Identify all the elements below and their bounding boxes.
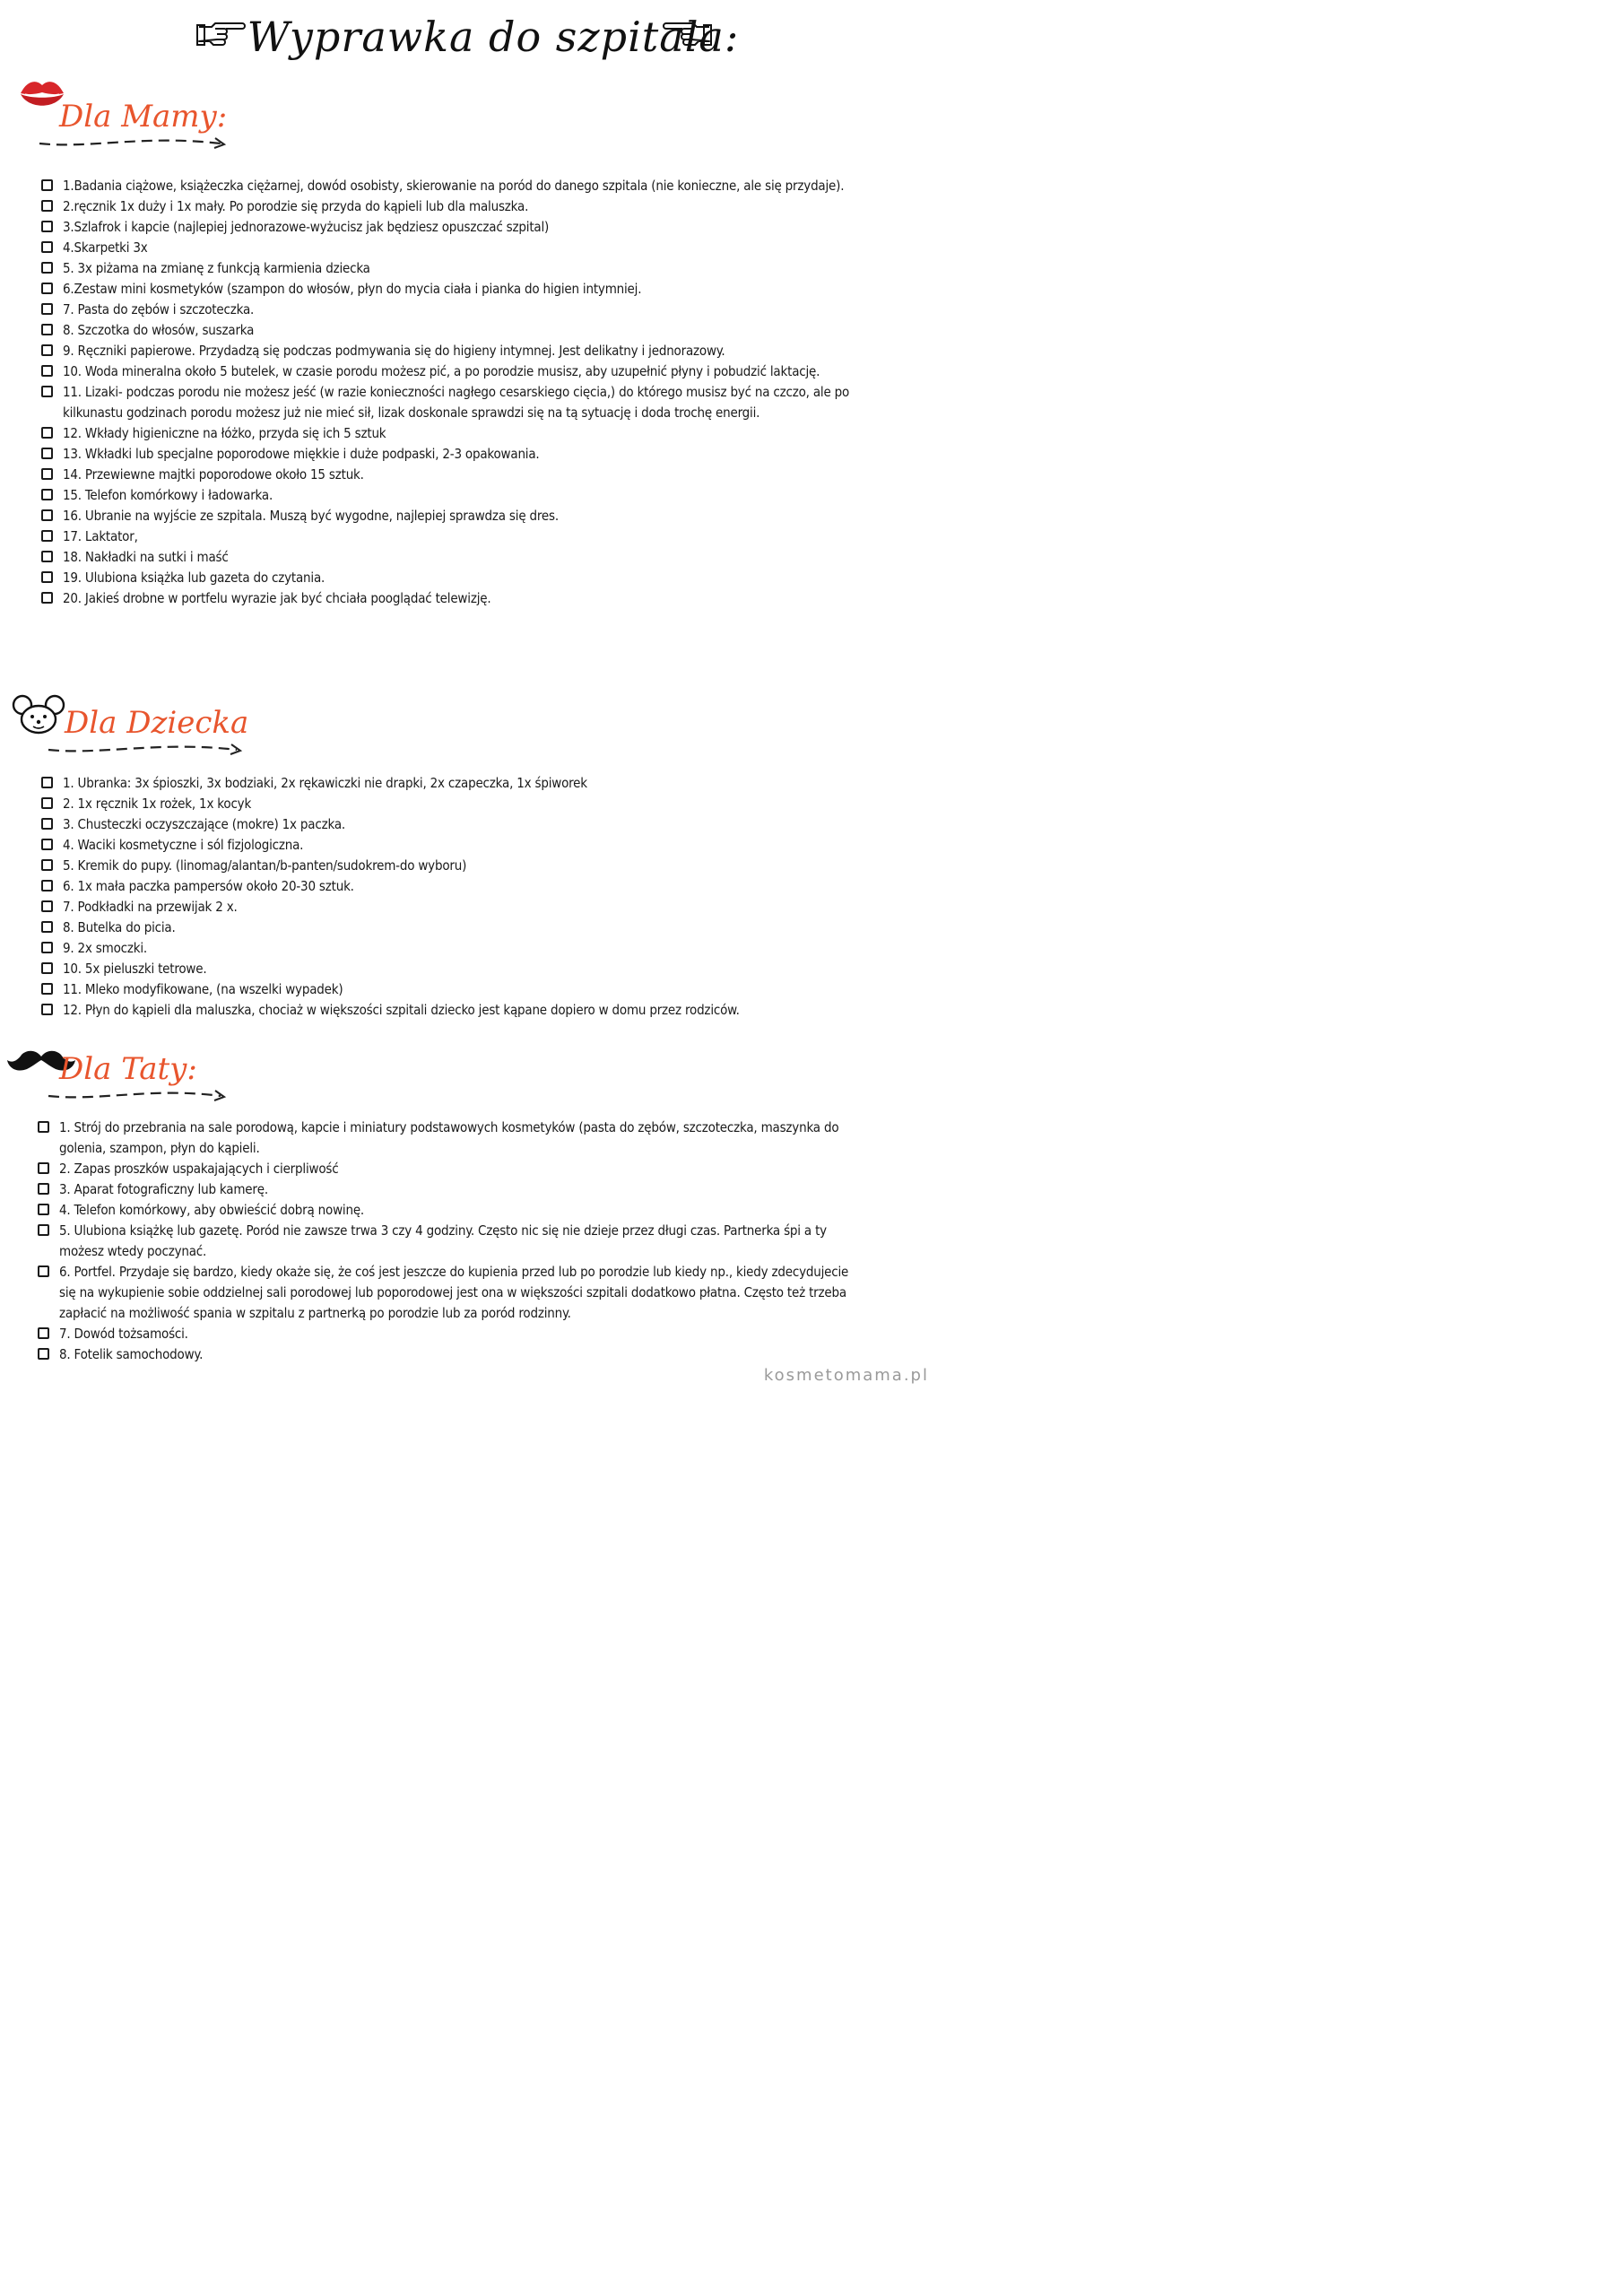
- checkbox[interactable]: [41, 324, 53, 335]
- list-item[interactable]: 19. Ulubiona książka lub gazeta do czytania.: [41, 568, 893, 588]
- checkbox[interactable]: [41, 1004, 53, 1015]
- mouse-icon: [11, 692, 66, 737]
- list-item[interactable]: 6.Zestaw mini kosmetyków (szampon do włosów, płyn do mycia ciała i pianka do higien intymniej.: [41, 279, 893, 300]
- list-item[interactable]: 15. Telefon komórkowy i ładowarka.: [41, 485, 893, 506]
- checkbox[interactable]: [41, 818, 53, 830]
- checkbox[interactable]: [41, 344, 53, 356]
- list-item[interactable]: 3. Aparat fotograficzny lub kamerę.: [38, 1179, 849, 1200]
- checkbox[interactable]: [41, 530, 53, 542]
- list-item[interactable]: 7. Podkładki na przewijak 2 x.: [41, 897, 893, 918]
- dashed-arrow-underline: [45, 1083, 233, 1103]
- checkbox[interactable]: [38, 1265, 49, 1277]
- list-item[interactable]: 2. Zapas proszków uspakajających i cierpliwość: [38, 1159, 849, 1179]
- list-item[interactable]: 3.Szlafrok i kapcie (najlepiej jednorazowe-wyżucisz jak będziesz opuszczać szpital): [41, 217, 893, 238]
- list-item[interactable]: 5. Ulubiona książkę lub gazetę. Poród nie zawsze trwa 3 czy 4 godziny. Często nic się nie dzieje przez długi czas. Partnerka śpi a ty możesz wtedy poczynać.: [38, 1221, 849, 1262]
- list-item[interactable]: 7. Dowód tożsamości.: [38, 1324, 849, 1344]
- checkbox[interactable]: [38, 1121, 49, 1133]
- list-item[interactable]: 14. Przewiewne majtki poporodowe około 15 sztuk.: [41, 465, 893, 485]
- list-item[interactable]: 16. Ubranie na wyjście ze szpitala. Muszą być wygodne, najlepiej sprawdza się dres.: [41, 506, 893, 526]
- list-item[interactable]: 1.Badania ciążowe, książeczka ciężarnej, dowód osobisty, skierowanie na poród do danego szpitala (nie konieczne, ale się przydaje).: [41, 176, 893, 196]
- list-item[interactable]: 4. Telefon komórkowy, aby obwieścić dobrą nowinę.: [38, 1200, 849, 1221]
- checkbox[interactable]: [41, 839, 53, 850]
- checklist-dad: [38, 1118, 849, 1365]
- page-title: Wyprawka do szpitala:: [247, 13, 740, 61]
- list-item[interactable]: 2.ręcznik 1x duży i 1x mały. Po porodzie się przyda do kąpieli lub dla maluszka.: [41, 196, 893, 217]
- checkbox[interactable]: [41, 859, 53, 871]
- list-item[interactable]: 3. Chusteczki oczyszczające (mokre) 1x paczka.: [41, 814, 893, 835]
- checkbox[interactable]: [41, 900, 53, 912]
- list-item[interactable]: 12. Wkłady higieniczne na łóżko, przyda się ich 5 sztuk: [41, 423, 893, 444]
- list-item[interactable]: 9. 2x smoczki.: [41, 938, 893, 959]
- section-heading-mom: Dla Mamy:: [59, 99, 228, 135]
- list-item[interactable]: 11. Lizaki- podczas porodu nie możesz jeść (w razie konieczności nagłego cesarskiego cięcia,) do którego musisz być na czczo, ale po kilkunastu godzinach porodu możesz już nie mieć sił, lizak doskonale sprawdzi się na tą sytuację i doda trochę energii.: [41, 382, 893, 423]
- list-item[interactable]: 1. Strój do przebrania na sale porodową, kapcie i miniatury podstawowych kosmetyków (pasta do zębów, szczoteczka, maszynka do golenia, szampon, płyn do kąpieli.: [38, 1118, 849, 1159]
- list-item[interactable]: 8. Fotelik samochodowy.: [38, 1344, 849, 1365]
- dashed-arrow-underline: [36, 131, 233, 151]
- checkbox[interactable]: [38, 1204, 49, 1215]
- checkbox[interactable]: [41, 179, 53, 191]
- footer-watermark: kosmetomama.pl: [763, 1366, 929, 1385]
- dashed-arrow-underline: [45, 737, 251, 757]
- checkbox[interactable]: [38, 1327, 49, 1339]
- list-item[interactable]: 8. Butelka do picia.: [41, 918, 893, 938]
- title-row: [0, 7, 986, 70]
- section-heading-dad: Dla Taty:: [59, 1051, 197, 1087]
- list-item[interactable]: 18. Nakładki na sutki i maść: [41, 547, 893, 568]
- pointing-hand-left-icon: [659, 14, 713, 50]
- checklist-mom: [41, 176, 893, 609]
- checkbox[interactable]: [41, 509, 53, 521]
- list-item[interactable]: 5. Kremik do pupy. (linomag/alantan/b-panten/sudokrem-do wyboru): [41, 856, 893, 876]
- list-item[interactable]: 11. Mleko modyfikowane, (na wszelki wypadek): [41, 979, 893, 1000]
- checkbox[interactable]: [41, 551, 53, 562]
- list-item[interactable]: 4.Skarpetki 3x: [41, 238, 893, 258]
- list-item[interactable]: 20. Jakieś drobne w portfelu wyrazie jak być chciała pooglądać telewizję.: [41, 588, 893, 609]
- list-item[interactable]: 10. 5x pieluszki tetrowe.: [41, 959, 893, 979]
- checkbox[interactable]: [41, 983, 53, 995]
- checkbox[interactable]: [41, 489, 53, 500]
- checkbox[interactable]: [41, 942, 53, 953]
- checkbox[interactable]: [41, 427, 53, 439]
- checkbox[interactable]: [38, 1348, 49, 1360]
- checkbox[interactable]: [41, 200, 53, 212]
- checkbox[interactable]: [41, 797, 53, 809]
- list-item[interactable]: 10. Woda mineralna około 5 butelek, w czasie porodu możesz pić, a po porodzie musisz, aby uzupełnić płyny i pobudzić laktację.: [41, 361, 893, 382]
- checkbox[interactable]: [41, 241, 53, 253]
- list-item[interactable]: 17. Laktator,: [41, 526, 893, 547]
- checkbox[interactable]: [41, 571, 53, 583]
- list-item[interactable]: 5. 3x piżama na zmianę z funkcją karmienia dziecka: [41, 258, 893, 279]
- checkbox[interactable]: [41, 365, 53, 377]
- list-item[interactable]: 8. Szczotka do włosów, suszarka: [41, 320, 893, 341]
- checkbox[interactable]: [41, 221, 53, 232]
- section-heading-baby: Dla Dziecka: [65, 705, 249, 741]
- checkbox[interactable]: [41, 962, 53, 974]
- list-item[interactable]: 12. Płyn do kąpieli dla maluszka, chociaż w większości szpitali dziecko jest kąpane dopiero w domu przez rodziców.: [41, 1000, 893, 1021]
- checkbox[interactable]: [38, 1162, 49, 1174]
- list-item[interactable]: 2. 1x ręcznik 1x rożek, 1x kocyk: [41, 794, 893, 814]
- list-item[interactable]: 13. Wkładki lub specjalne poporodowe miękkie i duże podpaski, 2-3 opakowania.: [41, 444, 893, 465]
- checkbox[interactable]: [41, 880, 53, 891]
- checkbox[interactable]: [41, 448, 53, 459]
- checkbox[interactable]: [41, 777, 53, 788]
- checkbox[interactable]: [41, 921, 53, 933]
- checkbox[interactable]: [41, 592, 53, 604]
- list-item[interactable]: 4. Waciki kosmetyczne i sól fizjologiczna.: [41, 835, 893, 856]
- list-item[interactable]: 7. Pasta do zębów i szczoteczka.: [41, 300, 893, 320]
- list-item[interactable]: 6. 1x mała paczka pampersów około 20-30 sztuk.: [41, 876, 893, 897]
- checkbox[interactable]: [41, 386, 53, 397]
- checkbox[interactable]: [41, 283, 53, 294]
- list-item[interactable]: 1. Ubranka: 3x śpioszki, 3x bodziaki, 2x rękawiczki nie drapki, 2x czapeczka, 1x śpiworek: [41, 773, 893, 794]
- list-item[interactable]: 6. Portfel. Przydaje się bardzo, kiedy okaże się, że coś jest jeszcze do kupienia przed lub po porodzie lub kiedy np., kiedy zdecydujecie się na wykupienie sobie oddzielnej sali porodowej lub poporodowej jest ona w większości szpitali dodatkowo płatna. Często też trzeba zapłacić na możliwość spania w szpitalu z partnerką po porodzie lub za poród rodzinny.: [38, 1262, 849, 1324]
- checklist-baby: [41, 773, 893, 1021]
- checkbox[interactable]: [38, 1183, 49, 1195]
- checkbox[interactable]: [41, 468, 53, 480]
- checkbox[interactable]: [38, 1224, 49, 1236]
- checkbox[interactable]: [41, 262, 53, 274]
- list-item[interactable]: 9. Ręczniki papierowe. Przydadzą się podczas podmywania się do higieny intymnej. Jest delikatny i jednorazowy.: [41, 341, 893, 361]
- checkbox[interactable]: [41, 303, 53, 315]
